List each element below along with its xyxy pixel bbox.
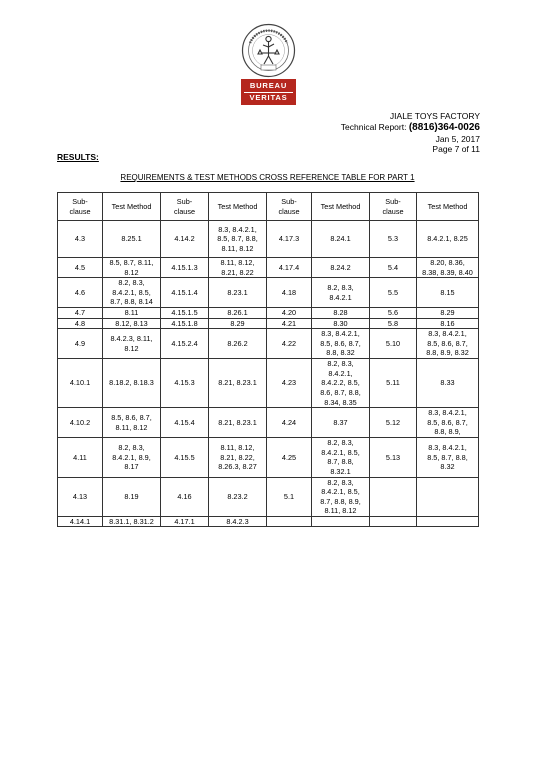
subclause-cell: 4.6 (58, 278, 103, 308)
test-method-cell: 8.18.2, 8.18.3 (103, 359, 161, 408)
subclause-cell: 4.7 (58, 307, 103, 318)
test-method-cell: 8.19 (103, 477, 161, 516)
test-method-cell: 8.23.2 (209, 477, 267, 516)
test-method-cell: 8.29 (209, 318, 267, 329)
test-method-cell: 8.21, 8.23.1 (209, 408, 267, 438)
column-header: Sub- clause (58, 193, 103, 221)
table-row (58, 318, 479, 329)
subclause-cell: 4.14.1 (58, 516, 103, 527)
subclause-cell: 4.10.2 (58, 408, 103, 438)
subclause-cell: 4.25 (267, 438, 312, 477)
column-header: Test Method (103, 193, 161, 221)
brand-line-1: BUREAU (249, 81, 288, 90)
test-method-cell: 8.16 (417, 318, 479, 329)
test-method-cell: 8.4.2.3, 8.11, 8.12 (103, 329, 161, 359)
test-method-cell: 8.2, 8.3, 8.4.2.1, 8.9, 8.17 (103, 438, 161, 477)
test-method-cell: 8.3, 8.4.2.1, 8.5, 8.6, 8.7, 8.8, 8.32 (312, 329, 370, 359)
subclause-cell (370, 516, 417, 527)
test-method-cell: 8.2, 8.3, 8.4.2.1, 8.5, 8.7, 8.8, 8.9, 8.11, 8.12 (312, 477, 370, 516)
table-row (58, 258, 479, 278)
test-method-cell: 8.5, 8.6, 8.7, 8.11, 8.12 (103, 408, 161, 438)
test-method-cell: 8.15 (417, 278, 479, 308)
test-method-cell (417, 516, 479, 527)
page-number: Page 7 of 11 (432, 144, 480, 154)
bureau-veritas-logo (241, 23, 296, 105)
subclause-cell: 5.3 (370, 221, 417, 258)
brand-line-2: VERITAS (249, 93, 288, 102)
report-number-line (341, 122, 480, 133)
test-method-cell: 8.23.1 (209, 278, 267, 308)
subclause-cell: 5.10 (370, 329, 417, 359)
subclause-cell: 4.16 (161, 477, 209, 516)
test-method-cell: 8.20, 8.36, 8.38, 8.39, 8.40 (417, 258, 479, 278)
column-header: Test Method (417, 193, 479, 221)
table-title: REQUIREMENTS & TEST METHODS CROSS REFERENCE TABLE FOR PART 1 (120, 173, 415, 182)
column-header: Test Method (312, 193, 370, 221)
subclause-cell: 4.15.5 (161, 438, 209, 477)
brand-banner (241, 79, 296, 105)
subclause-cell: 4.15.1.3 (161, 258, 209, 278)
test-method-cell: 8.30 (312, 318, 370, 329)
test-method-cell: 8.3, 8.4.2.1, 8.5, 8.7, 8.8, 8.11, 8.12 (209, 221, 267, 258)
test-method-cell: 8.2, 8.3, 8.4.2.1 (312, 278, 370, 308)
test-method-cell: 8.11 (103, 307, 161, 318)
column-header: Sub- clause (370, 193, 417, 221)
table-row (58, 438, 479, 477)
subclause-cell: 4.21 (267, 318, 312, 329)
subclause-cell (370, 477, 417, 516)
test-method-cell: 8.2, 8.3, 8.4.2.1, 8.5, 8.7, 8.8, 8.32.1 (312, 438, 370, 477)
test-method-cell: 8.24.2 (312, 258, 370, 278)
subclause-cell: 4.24 (267, 408, 312, 438)
subclause-cell (267, 516, 312, 527)
subclause-cell: 4.20 (267, 307, 312, 318)
subclause-cell: 4.5 (58, 258, 103, 278)
subclause-cell: 5.1 (267, 477, 312, 516)
test-method-cell: 8.11, 8.12, 8.21, 8.22, 8.26.3, 8.27 (209, 438, 267, 477)
test-method-cell: 8.25.1 (103, 221, 161, 258)
subclause-cell: 5.13 (370, 438, 417, 477)
test-method-cell: 8.4.2.3 (209, 516, 267, 527)
factory-name: JIALE TOYS FACTORY (389, 111, 480, 121)
subclause-cell: 4.17.3 (267, 221, 312, 258)
test-method-cell: 8.3, 8.4.2.1, 8.5, 8.6, 8.7, 8.8, 8.9, 8.32 (417, 329, 479, 359)
cross-reference-table (57, 192, 479, 527)
test-method-cell: 8.24.1 (312, 221, 370, 258)
subclause-cell: 4.3 (58, 221, 103, 258)
test-method-cell: 8.33 (417, 359, 479, 408)
subclause-cell: 4.18 (267, 278, 312, 308)
results-heading: RESULTS: (57, 152, 99, 162)
subclause-cell: 4.15.1.4 (161, 278, 209, 308)
test-method-cell: 8.21, 8.23.1 (209, 359, 267, 408)
column-header: Sub- clause (161, 193, 209, 221)
test-method-cell: 8.2, 8.3, 8.4.2.1, 8.4.2.2, 8.5, 8.6, 8.7, 8.8, 8.34, 8.35 (312, 359, 370, 408)
subclause-cell: 5.4 (370, 258, 417, 278)
test-method-cell: 8.26.2 (209, 329, 267, 359)
subclause-cell: 4.9 (58, 329, 103, 359)
test-method-cell: 8.11, 8.12, 8.21, 8.22 (209, 258, 267, 278)
subclause-cell: 4.23 (267, 359, 312, 408)
subclause-cell: 4.22 (267, 329, 312, 359)
test-method-cell: 8.28 (312, 307, 370, 318)
table-row (58, 477, 479, 516)
table-row (58, 329, 479, 359)
subclause-cell: 5.11 (370, 359, 417, 408)
table-row (58, 408, 479, 438)
subclause-cell: 5.8 (370, 318, 417, 329)
table-row (58, 278, 479, 308)
table-header-row (58, 193, 479, 221)
subclause-cell: 4.15.1.5 (161, 307, 209, 318)
report-number: (8816)364-0026 (408, 122, 480, 133)
subclause-cell: 4.13 (58, 477, 103, 516)
test-method-cell: 8.3, 8.4.2.1, 8.5, 8.7, 8.8, 8.32 (417, 438, 479, 477)
test-method-cell: 8.37 (312, 408, 370, 438)
subclause-cell: 4.15.2.4 (161, 329, 209, 359)
column-header: Test Method (209, 193, 267, 221)
column-header: Sub- clause (267, 193, 312, 221)
subclause-cell: 4.15.1.8 (161, 318, 209, 329)
test-method-cell (312, 516, 370, 527)
table-row (58, 359, 479, 408)
table-row (58, 307, 479, 318)
test-method-cell: 8.3, 8.4.2.1, 8.5, 8.6, 8.7, 8.8, 8.9, (417, 408, 479, 438)
test-method-cell: 8.12, 8.13 (103, 318, 161, 329)
report-date: Jan 5, 2017 (435, 134, 480, 144)
subclause-cell: 5.12 (370, 408, 417, 438)
subclause-cell: 4.11 (58, 438, 103, 477)
test-method-cell: 8.4.2.1, 8.25 (417, 221, 479, 258)
subclause-cell: 4.15.4 (161, 408, 209, 438)
test-method-cell: 8.2, 8.3, 8.4.2.1, 8.5, 8.7, 8.8, 8.14 (103, 278, 161, 308)
subclause-cell: 4.8 (58, 318, 103, 329)
bureau-veritas-seal-icon (241, 23, 296, 78)
test-method-cell (417, 477, 479, 516)
test-method-cell: 8.29 (417, 307, 479, 318)
subclause-cell: 5.6 (370, 307, 417, 318)
test-method-cell: 8.5, 8.7, 8.11, 8.12 (103, 258, 161, 278)
subclause-cell: 4.14.2 (161, 221, 209, 258)
subclause-cell: 5.5 (370, 278, 417, 308)
test-method-cell: 8.31.1, 8.31.2 (103, 516, 161, 527)
subclause-cell: 4.15.3 (161, 359, 209, 408)
table-row (58, 516, 479, 527)
report-label: Technical Report: (340, 122, 409, 132)
subclause-cell: 4.17.1 (161, 516, 209, 527)
subclause-cell: 4.10.1 (58, 359, 103, 408)
table-row (58, 221, 479, 258)
test-method-cell: 8.26.1 (209, 307, 267, 318)
subclause-cell: 4.17.4 (267, 258, 312, 278)
